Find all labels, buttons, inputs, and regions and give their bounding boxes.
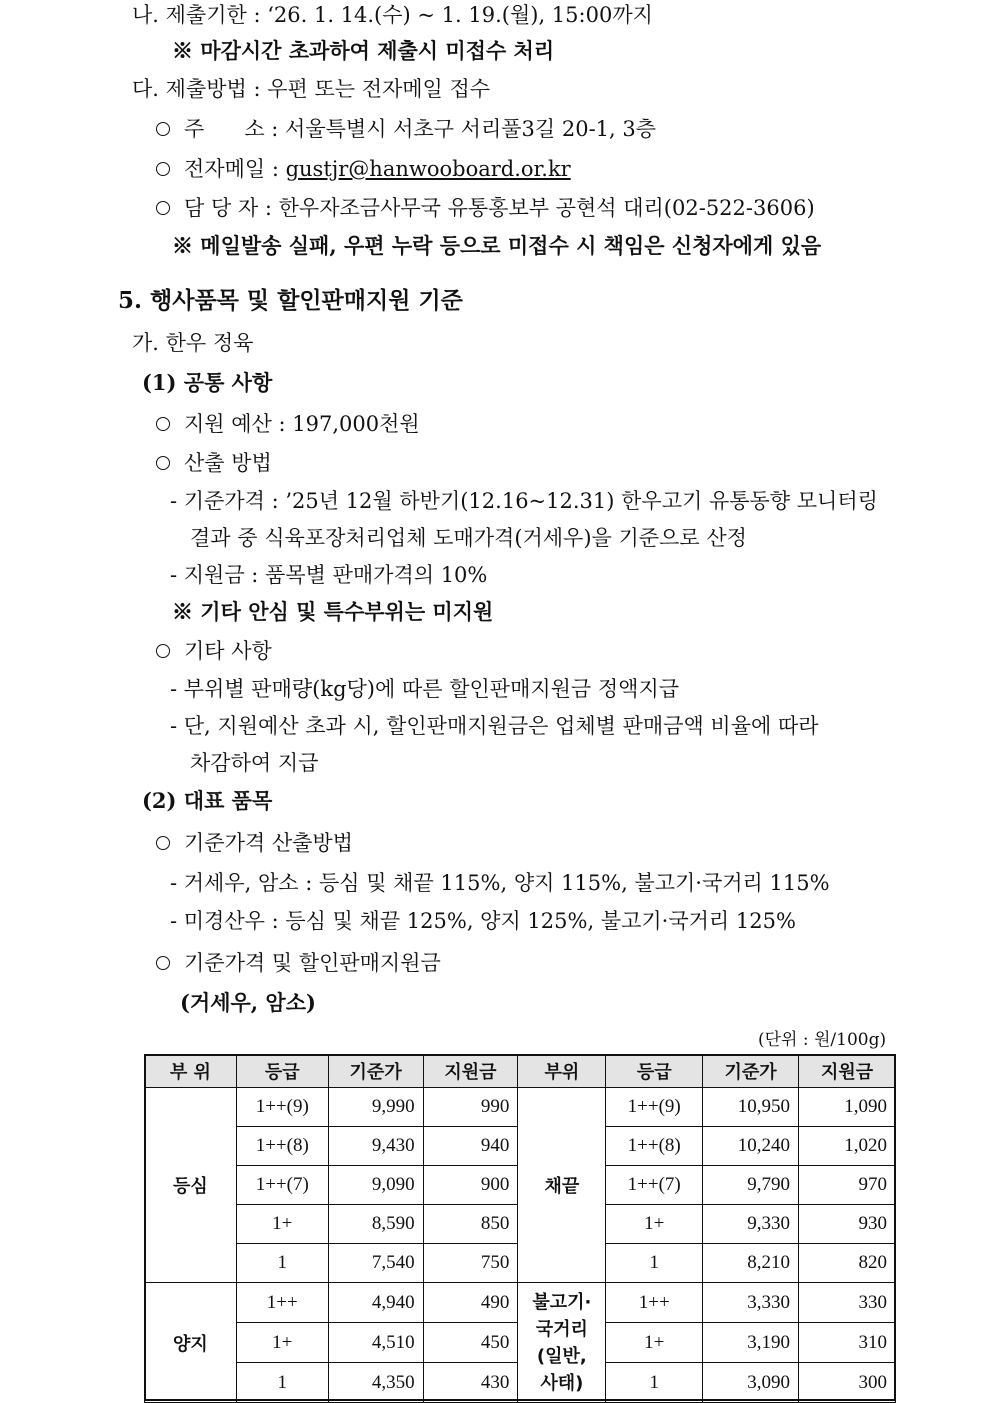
base-price-cell: 10,240 xyxy=(703,1127,799,1166)
bullet-circle-icon xyxy=(156,956,170,970)
base-calc-text: 기준가격 산출방법 xyxy=(184,831,353,855)
budget-exceed-line-2: 차감하여 지급 xyxy=(190,751,319,775)
address-text: 주 소 : 서울특별시 서초구 서리풀3길 20-1, 3층 xyxy=(184,117,657,141)
support-cell: 850 xyxy=(423,1205,518,1244)
bullet-circle-icon xyxy=(156,456,170,470)
support-cell: 970 xyxy=(799,1166,896,1205)
calc-method-line xyxy=(156,448,272,478)
header-support-right: 지원금 xyxy=(799,1055,896,1088)
grade-cell: 1++(7) xyxy=(236,1166,328,1205)
excluded-note: ※ 기타 안심 및 특수부위는 미지원 xyxy=(172,599,494,624)
deadline-line: 나. 제출기한 : ‘26. 1. 14.(수) ~ 1. 19.(월), 15:00까지 xyxy=(132,3,653,27)
price-support-table xyxy=(144,1054,896,1403)
grade-cell: 1++(9) xyxy=(606,1088,703,1127)
support-cell: 300 xyxy=(799,1363,896,1403)
address-line xyxy=(156,114,656,144)
part-cell-striploin: 채끝 xyxy=(518,1088,606,1283)
base-price-cell: 3,190 xyxy=(703,1323,799,1363)
common-heading: (1) 공통 사항 xyxy=(142,370,273,395)
heifer-rule-line: - 미경산우 : 등심 및 채끝 125%, 양지 125%, 불고기·국거리 125% xyxy=(170,909,796,933)
base-price-cell: 10,950 xyxy=(703,1088,799,1127)
support-cell: 900 xyxy=(423,1166,518,1205)
deadline-note: ※ 마감시간 초과하여 제출시 미접수 처리 xyxy=(172,38,555,63)
grade-cell: 1++ xyxy=(606,1283,703,1323)
base-support-text: 기준가격 및 할인판매지원금 xyxy=(184,951,441,975)
calc-method-text: 산출 방법 xyxy=(184,451,272,475)
support-cell: 930 xyxy=(799,1205,896,1244)
header-grade-left: 등급 xyxy=(236,1055,328,1088)
header-support-left: 지원금 xyxy=(423,1055,518,1088)
other-items-text: 기타 사항 xyxy=(184,639,272,663)
support-cell: 1,090 xyxy=(799,1088,896,1127)
header-base-left: 기준가 xyxy=(328,1055,423,1088)
base-price-cell: 4,510 xyxy=(328,1323,423,1363)
grade-cell: 1+ xyxy=(606,1323,703,1363)
bullet-circle-icon xyxy=(156,162,170,176)
budget-text: 지원 예산 : 197,000천원 xyxy=(184,412,420,436)
contact-line xyxy=(156,193,815,223)
part-cell-bulgogi: 불고기· 국거리 (일반, 사태) xyxy=(518,1283,606,1403)
support-amount-line: - 지원금 : 품목별 판매가격의 10% xyxy=(170,563,488,587)
rep-heading: (2) 대표 품목 xyxy=(142,788,273,813)
base-price-cell: 8,590 xyxy=(328,1205,423,1244)
support-cell: 490 xyxy=(423,1283,518,1323)
header-base-right: 기준가 xyxy=(703,1055,799,1088)
base-price-cell: 9,090 xyxy=(328,1166,423,1205)
budget-exceed-line-1: - 단, 지원예산 초과 시, 할인판매지원금은 업체별 판매금액 비율에 따라 xyxy=(170,714,819,738)
grade-cell: 1+ xyxy=(236,1205,328,1244)
header-grade-right: 등급 xyxy=(606,1055,703,1088)
support-cell: 990 xyxy=(423,1088,518,1127)
base-price-cell: 4,940 xyxy=(328,1283,423,1323)
section-5-heading: 5. 행사품목 및 할인판매지원 기준 xyxy=(118,287,463,314)
support-cell: 330 xyxy=(799,1283,896,1323)
bullet-circle-icon xyxy=(156,122,170,136)
grade-cell: 1+ xyxy=(606,1205,703,1244)
header-part-left: 부 위 xyxy=(145,1055,237,1088)
base-price-line-2: 결과 중 식육포장처리업체 도매가격(거세우)을 기준으로 산정 xyxy=(190,526,747,550)
contact-text: 담 당 자 : 한우자조금사무국 유통홍보부 공현석 대리(02-522-3606) xyxy=(184,196,815,220)
base-calc-line xyxy=(156,828,353,858)
method-line: 다. 제출방법 : 우편 또는 전자메일 접수 xyxy=(132,77,491,101)
support-cell: 820 xyxy=(799,1244,896,1283)
grade-cell: 1 xyxy=(606,1244,703,1283)
table-row xyxy=(145,1283,896,1323)
base-price-cell: 3,330 xyxy=(703,1283,799,1323)
base-price-cell: 9,990 xyxy=(328,1088,423,1127)
bullet-circle-icon xyxy=(156,644,170,658)
base-price-cell: 9,790 xyxy=(703,1166,799,1205)
base-support-line xyxy=(156,948,441,978)
base-price-cell: 3,090 xyxy=(703,1363,799,1403)
sub-ga-heading: 가. 한우 정육 xyxy=(132,331,254,355)
support-cell: 750 xyxy=(423,1244,518,1283)
table-header-row xyxy=(145,1055,896,1088)
email-link[interactable]: gustjr@hanwooboard.or.kr xyxy=(285,157,571,181)
part-cell-brisket: 양지 xyxy=(145,1283,237,1403)
unit-label: (단위 : 원/100g) xyxy=(758,1030,887,1050)
base-price-cell: 4,350 xyxy=(328,1363,423,1403)
table-caption: (거세우, 암소) xyxy=(180,990,316,1015)
table-row xyxy=(145,1088,896,1127)
per-part-line: - 부위별 판매량(kg당)에 따른 할인판매지원금 정액지급 xyxy=(170,677,680,701)
budget-line xyxy=(156,409,420,439)
bullet-circle-icon xyxy=(156,201,170,215)
email-label: 전자메일 : xyxy=(184,157,286,181)
support-cell: 450 xyxy=(423,1323,518,1363)
grade-cell: 1++(8) xyxy=(606,1127,703,1166)
mail-note: ※ 메일발송 실패, 우편 누락 등으로 미접수 시 책임은 신청자에게 있음 xyxy=(172,233,822,258)
support-cell: 430 xyxy=(423,1363,518,1403)
grade-cell: 1++(8) xyxy=(236,1127,328,1166)
grade-cell: 1 xyxy=(236,1363,328,1403)
grade-cell: 1++ xyxy=(236,1283,328,1323)
header-part-right: 부위 xyxy=(518,1055,606,1088)
base-price-cell: 7,540 xyxy=(328,1244,423,1283)
bullet-circle-icon xyxy=(156,836,170,850)
other-items-line xyxy=(156,636,272,666)
grade-cell: 1+ xyxy=(236,1323,328,1363)
base-price-cell: 9,430 xyxy=(328,1127,423,1166)
grade-cell: 1 xyxy=(236,1244,328,1283)
grade-cell: 1++(7) xyxy=(606,1166,703,1205)
bullet-circle-icon xyxy=(156,417,170,431)
support-cell: 1,020 xyxy=(799,1127,896,1166)
grade-cell: 1++(9) xyxy=(236,1088,328,1127)
support-cell: 940 xyxy=(423,1127,518,1166)
base-price-cell: 8,210 xyxy=(703,1244,799,1283)
base-price-line-1: - 기준가격 : ’25년 12월 하반기(12.16~12.31) 한우고기 유통동향 모니터링 xyxy=(170,489,878,513)
steer-rule-line: - 거세우, 암소 : 등심 및 채끝 115%, 양지 115%, 불고기·국거리 115% xyxy=(170,871,830,895)
grade-cell: 1 xyxy=(606,1363,703,1403)
email-line xyxy=(156,154,571,184)
part-cell-sirloin: 등심 xyxy=(145,1088,237,1283)
base-price-cell: 9,330 xyxy=(703,1205,799,1244)
support-cell: 310 xyxy=(799,1323,896,1363)
